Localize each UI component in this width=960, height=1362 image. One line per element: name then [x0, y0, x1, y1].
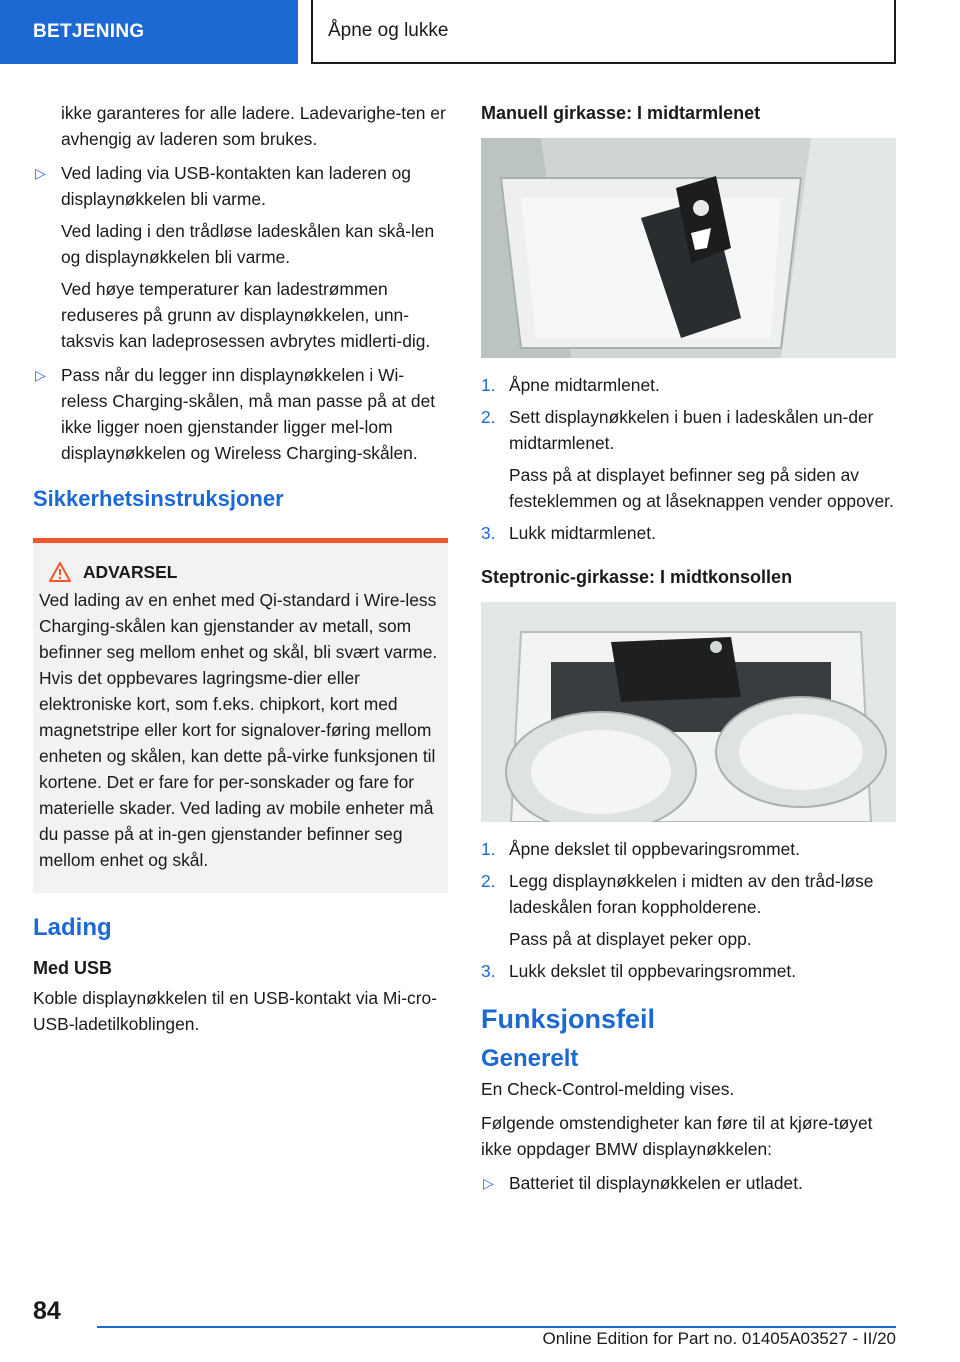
step-text: Lukk dekslet til oppbevaringsrommet. [509, 961, 797, 981]
step-number: 1. [481, 375, 496, 395]
bullet-item [33, 362, 448, 466]
armrest-illustration [481, 138, 896, 358]
bullet-subtext: Ved lading i den trådløse ladeskålen kan skå-len og displaynøkkelen bli varme. [61, 221, 435, 267]
warning-triangle-icon [49, 562, 71, 582]
triangle-bullet-icon: ▷ [35, 165, 46, 181]
steptronic-step [481, 868, 896, 952]
step-number: 3. [481, 961, 496, 981]
general-text: En Check-Control-melding vises. [481, 1079, 735, 1099]
general-heading: Generelt [481, 1045, 579, 1072]
step-text: Legg displaynøkkelen i midten av den tråd-løse ladeskålen foran koppholderene. [509, 871, 874, 917]
right-column [481, 100, 896, 1204]
usb-text: Koble displaynøkkelen til en USB-kontakt via Mi-cro-USB-ladetilkoblingen. [33, 988, 438, 1034]
step-number: 3. [481, 523, 496, 543]
steptronic-step [481, 958, 896, 984]
step-number: 2. [481, 871, 496, 891]
step-number: 1. [481, 839, 496, 859]
manual-heading: Manuell girkasse: I midtarmlenet [481, 103, 761, 123]
warning-box [33, 543, 448, 893]
console-illustration [481, 602, 896, 822]
bullet-item [481, 1170, 896, 1196]
usb-heading: Med USB [33, 958, 113, 978]
warning-title-row [39, 559, 440, 585]
safety-heading: Sikkerhetsinstruksjoner [33, 486, 284, 511]
edition-text: Online Edition for Part no. 01405A03527 - II/20 [542, 1329, 896, 1348]
intro-paragraph: ikke garanteres for alle ladere. Ladevarighe-ten er avhengig av laderen som brukes. [61, 103, 446, 149]
triangle-bullet-icon: ▷ [35, 367, 46, 383]
steptronic-step [481, 836, 896, 862]
step-text: Åpne midtarmlenet. [509, 375, 660, 395]
steptronic-heading: Steptronic-girkasse: I midtkonsollen [481, 567, 793, 587]
chapter-title: Åpne og lukke [328, 20, 449, 41]
section-tab [0, 0, 298, 64]
triangle-bullet-icon: ▷ [483, 1175, 494, 1191]
step-text: Lukk midtarmlenet. [509, 523, 656, 543]
bullet-text: Batteriet til displaynøkkelen er utladet. [509, 1173, 803, 1193]
warning-text: Ved lading av en enhet med Qi-standard i Wire-less Charging-skålen kan gjenstander av metall, som befinner seg mellom enhet og skål, bli svært varme. Hvis det oppbevares lagringsme-dier eller elektroniske kort, som f.eks. chipkort, kort med magnetstripe eller kort for signalover-føring mellom enheten og skålen, kan dette på-virke funksjonen til kortene. Det er fare for per-sonskader og fare for materielle skader. Ved lading av mobile enheter må du passe på at in-gen gjenstander befinner seg mellom enhet og skål. [39, 590, 438, 870]
manual-step [481, 404, 896, 514]
step-subtext: Pass på at displayet peker opp. [509, 929, 752, 949]
section-title: BETJENING [33, 21, 145, 42]
bullet-subtext: Ved høye temperaturer kan ladestrømmen reduseres på grunn av displaynøkkelen, unn-taksvis kan ladeprosessen avbrytes midlerti-dig. [61, 279, 431, 351]
general-text: Følgende omstendigheter kan føre til at kjøre-tøyet ikke oppdager BMW displaynøkkelen: [481, 1113, 873, 1159]
footer-rule [97, 1326, 896, 1328]
step-number: 2. [481, 407, 496, 427]
step-text: Åpne dekslet til oppbevaringsrommet. [509, 839, 800, 859]
chapter-tab [311, 0, 896, 64]
manual-step [481, 520, 896, 546]
fault-heading: Funksjonsfeil [481, 1004, 656, 1034]
warning-title: ADVARSEL [83, 562, 178, 582]
console-image [481, 602, 896, 822]
manual-step [481, 372, 896, 398]
left-column [33, 100, 448, 1045]
page-number: 84 [33, 1297, 61, 1325]
bullet-text: Pass når du legger inn displaynøkkelen i Wi-reless Charging-skålen, må man passe på at det ikke ligger noen gjenstander ligger mel-lom displaynøkkelen og Wireless Charging-skålen. [61, 365, 436, 463]
bullet-text: Ved lading via USB-kontakten kan laderen og displaynøkkelen bli varme. [61, 163, 411, 209]
lading-heading: Lading [33, 914, 112, 941]
step-subtext: Pass på at displayet befinner seg på siden av festeklemmen og at låseknappen vender oppover. [509, 465, 894, 511]
step-text: Sett displaynøkkelen i buen i ladeskålen un-der midtarmlenet. [509, 407, 874, 453]
bullet-item [33, 160, 448, 354]
armrest-image [481, 138, 896, 358]
